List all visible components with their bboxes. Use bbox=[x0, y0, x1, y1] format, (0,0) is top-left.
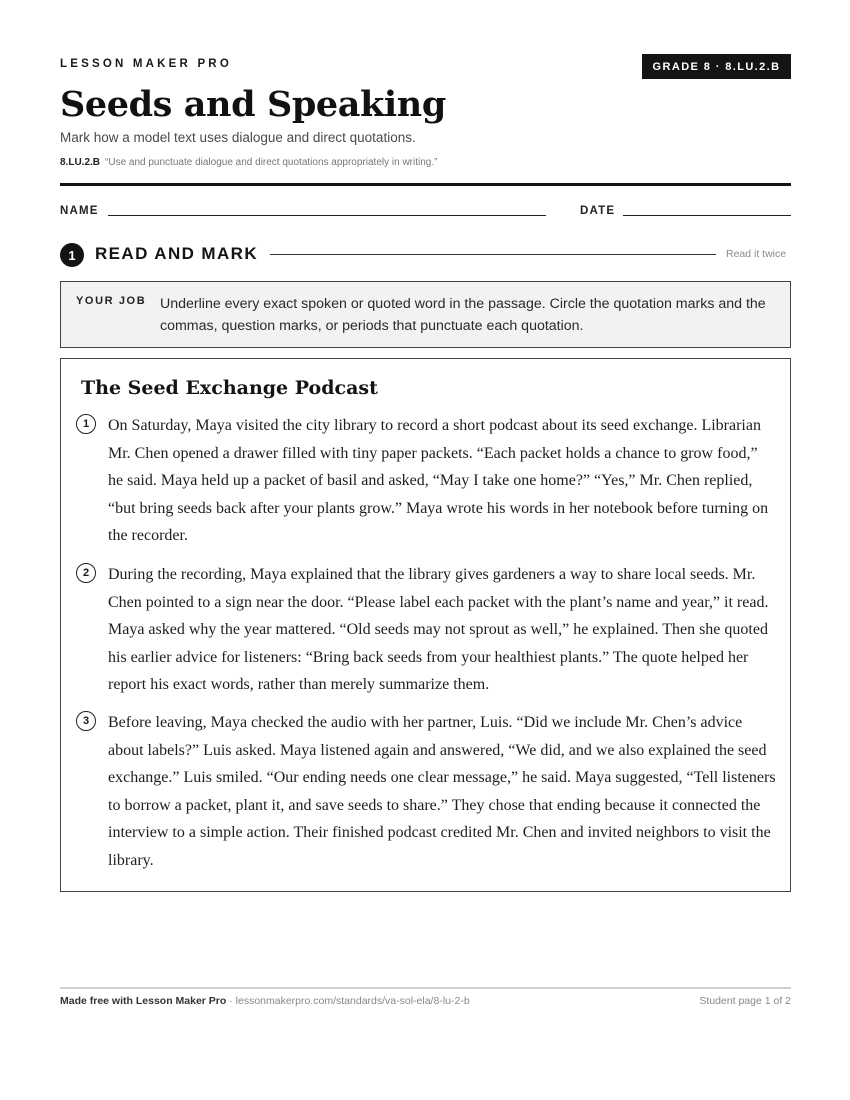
brand-name: LESSON MAKER PRO bbox=[60, 58, 232, 70]
paragraph-1: On Saturday, Maya visited the city library to record a short podcast about its seed exchange. Librarian Mr. Chen opened a drawer filled with tiny paper packets. “Each packet holds a chance to grow food,” he said. Maya held up a packet of basil and asked, “May I take one home?” “Yes,” Mr. Chen replied, “but bring seeds back after your plants grow.” Maya wrote his words in her notebook before turning on the recorder. bbox=[108, 417, 769, 544]
footer-made-with: Made free with Lesson Maker Pro bbox=[60, 995, 227, 1007]
standard-line bbox=[60, 157, 437, 168]
section-title: READ AND MARK bbox=[95, 244, 259, 263]
paragraph-3: Before leaving, Maya checked the audio with her partner, Luis. “Did we include Mr. Chen’s advice about labels?” Luis asked. Maya listened again and answered, “We did, and we also explained the seed exchange.” Luis smiled. “Our ending needs one clear message,” he said. Maya suggested, “Tell listeners to borrow a packet, plant it, and save seeds to share.” They chose that ending because it connected the interview to a simple action. Their finished podcast credited Mr. Chen and invited neighbors to visit the library. bbox=[108, 714, 776, 869]
footer-credit bbox=[60, 995, 470, 1007]
page-subtitle: Mark how a model text uses dialogue and direct quotations. bbox=[60, 130, 416, 145]
paragraph-2: During the recording, Maya explained that the library gives gardeners a way to share local seeds. Mr. Chen pointed to a sign near the door. “Please label each packet with the plant’s name and year,” it read. Maya asked why the year mattered. “Old seeds may not sprout as well,” he explained. Then she quoted his earlier advice for listeners: “Bring back seeds from your healthiest plants.” The quote helped her report his exact words, rather than merely summarize them. bbox=[108, 566, 769, 693]
paragraph-number-2: 2 bbox=[76, 563, 96, 583]
name-field[interactable] bbox=[108, 215, 546, 216]
standard-text: “Use and punctuate dialogue and direct quotations appropriately in writing.” bbox=[105, 157, 438, 168]
job-text: Underline every exact spoken or quoted word in the passage. Circle the quotation marks and the commas, question marks, or periods that punctuate each quotation. bbox=[160, 296, 766, 334]
job-label: YOUR JOB bbox=[76, 295, 147, 307]
date-label: DATE bbox=[580, 205, 616, 217]
grade-badge: GRADE 8 · 8.LU.2.B bbox=[642, 54, 791, 79]
footer-divider bbox=[60, 987, 791, 989]
section-note: Read it twice bbox=[726, 248, 787, 260]
name-label: NAME bbox=[60, 205, 99, 217]
job-instructions-box bbox=[60, 281, 791, 348]
standard-code: 8.LU.2.B bbox=[60, 157, 101, 168]
passage-title: The Seed Exchange Podcast bbox=[81, 377, 378, 399]
section-divider bbox=[270, 254, 716, 255]
passage-box bbox=[60, 358, 791, 892]
section-number-badge: 1 bbox=[60, 243, 84, 267]
paragraph-number-1: 1 bbox=[76, 414, 96, 434]
header-divider bbox=[60, 183, 791, 186]
paragraph-number-3: 3 bbox=[76, 711, 96, 731]
date-field[interactable] bbox=[623, 215, 791, 216]
page-title: Seeds and Speaking bbox=[60, 84, 446, 125]
footer-page-number: Student page 1 of 2 bbox=[699, 995, 791, 1007]
footer-url[interactable]: · lessonmakerpro.com/standards/va-sol-ela/8-lu-2-b bbox=[226, 995, 470, 1007]
